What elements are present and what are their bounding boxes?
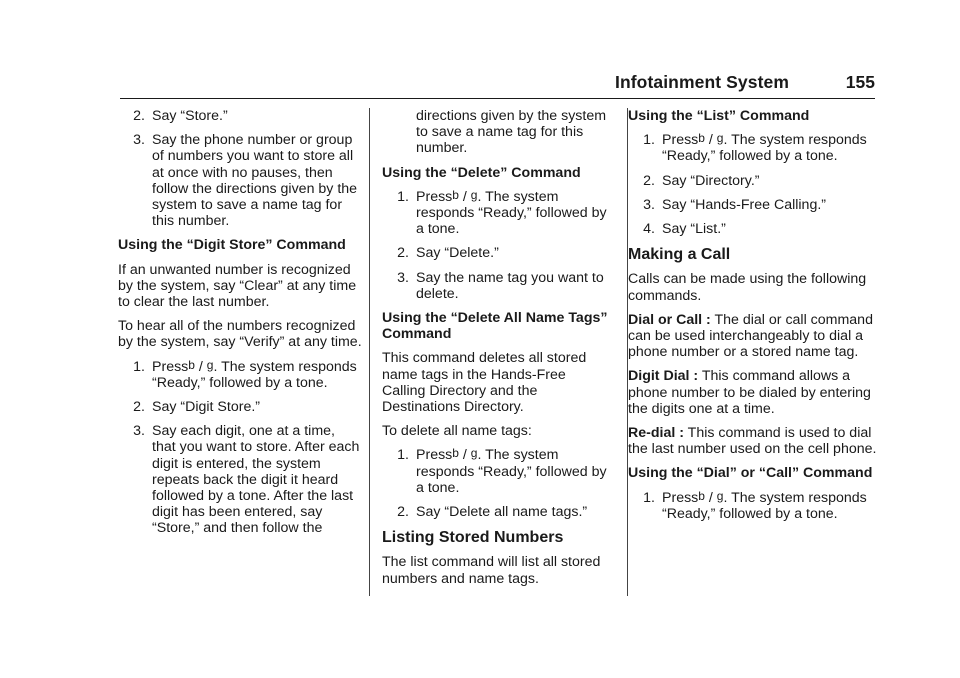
step-number: 4. [643, 221, 655, 238]
step-text [662, 132, 878, 164]
icon-separator: / [704, 489, 717, 506]
paragraph: To delete all name tags: [382, 423, 532, 440]
step-text-after: . The system responds “Ready,” followed by a tone. [662, 132, 867, 165]
list-item [628, 490, 878, 522]
talk-icon: b [452, 446, 459, 461]
press-label: Press [416, 447, 453, 464]
step-text: Say “Directory.” [662, 172, 760, 189]
phone-icon: g [470, 187, 478, 202]
step-number: 2. [133, 108, 145, 124]
step-number: 2. [133, 399, 145, 416]
press-label: Press [662, 132, 699, 149]
step-text: Say “Delete all name tags.” [416, 504, 588, 521]
phone-icon: g [716, 131, 724, 146]
dial-call-text: The dial or call command can be used interchangeably to dial a phone number or a stored name tag. [628, 311, 873, 361]
list-item [382, 189, 608, 238]
step-text [416, 189, 608, 238]
step-text [152, 359, 362, 391]
step-text: Say “Store.” [152, 108, 228, 124]
header-rule [120, 98, 875, 99]
list-item [382, 270, 608, 302]
step-text: Say “List.” [662, 221, 726, 238]
phone-icon: g [716, 488, 724, 503]
talk-icon: b [452, 187, 459, 202]
talk-icon: b [698, 131, 705, 146]
paragraph [628, 425, 878, 457]
step-number: 1. [133, 358, 145, 375]
phone-icon: g [470, 446, 478, 461]
redial-label: Re-dial : [628, 425, 684, 442]
paragraph: Calls can be made using the following commands. [628, 271, 867, 304]
dial-or-call-heading: Using the “Dial” or “Call” Command [628, 465, 873, 482]
step-number: 3. [133, 132, 145, 149]
dial-call-label: Dial or Call : [628, 311, 711, 328]
column-1 [118, 108, 362, 545]
paragraph [628, 368, 878, 417]
list-item [628, 221, 878, 237]
step-number [382, 108, 416, 157]
step-number: 1. [397, 188, 409, 205]
phone-icon: g [206, 357, 214, 372]
step-number: 1. [643, 132, 655, 149]
delete-all-heading: Using the “Delete All Name Tags” Command [382, 310, 608, 343]
step-text-after: . The system responds “Ready,” followed by a tone. [662, 489, 867, 522]
paragraph: This command deletes all stored name tags in the Hands-Free Calling Directory and the Destinations Directory. [382, 350, 587, 416]
list-item [118, 359, 362, 391]
redial-text: This command is used to dial the last number used on the cell phone. [628, 425, 877, 458]
paragraph: To hear all of the numbers recognized by the system, say “Verify” at any time. [118, 318, 362, 351]
list-item [382, 447, 608, 496]
step-text: Say “Hands-Free Calling.” [662, 196, 827, 213]
step-number: 1. [643, 489, 655, 506]
list-item [118, 132, 362, 229]
digit-dial-label: Digit Dial : [628, 368, 699, 385]
icon-separator: / [704, 132, 717, 149]
step-number: 1. [397, 447, 409, 464]
column-3 [628, 108, 878, 530]
listing-stored-numbers-heading: Listing Stored Numbers [382, 529, 564, 547]
section-title: Infotainment System [614, 72, 789, 92]
step-number: 2. [397, 504, 409, 521]
paragraph [628, 312, 878, 361]
step-text: directions given by the system to save a name tag for this number. [416, 108, 607, 157]
paragraph: The list command will list all stored numbers and name tags. [382, 554, 601, 587]
delete-heading: Using the “Delete” Command [382, 164, 581, 181]
list-item [628, 197, 878, 213]
list-command-heading: Using the “List” Command [628, 108, 810, 124]
press-label: Press [662, 489, 699, 506]
making-a-call-heading: Making a Call [628, 246, 731, 264]
step-number: 3. [643, 196, 655, 213]
press-label: Press [152, 358, 189, 375]
step-text-after: . The system responds “Ready,” followed by a tone. [152, 358, 357, 391]
paragraph: If an unwanted number is recognized by the system, say “Clear” at any time to clear the last number. [118, 261, 357, 311]
column-2 [382, 108, 608, 595]
step-text: Say “Delete.” [416, 245, 499, 262]
step-number: 2. [643, 172, 655, 189]
digit-dial-text: This command allows a phone number to be dialed by entering the digits one at a time. [628, 368, 871, 417]
icon-separator: / [458, 447, 471, 464]
talk-icon: b [698, 488, 705, 503]
icon-separator: / [458, 188, 471, 205]
list-item [118, 108, 362, 124]
step-text-after: . The system responds “Ready,” followed by a tone. [416, 188, 607, 238]
icon-separator: / [194, 358, 207, 375]
list-item [382, 108, 608, 157]
list-item [628, 132, 878, 164]
step-text: Say “Digit Store.” [152, 399, 261, 416]
step-number: 3. [133, 423, 145, 440]
step-number: 3. [397, 269, 409, 286]
step-text: Say the phone number or group of numbers you want to store all at once with no pauses, then follow the directions given by the system to save a name tag for this number. [152, 132, 358, 230]
step-text [662, 490, 878, 522]
step-text-after: . The system responds “Ready,” followed by a tone. [416, 447, 607, 496]
list-item [118, 423, 362, 536]
digit-store-heading: Using the “Digit Store” Command [118, 237, 346, 254]
list-item [118, 399, 362, 415]
list-item [382, 504, 608, 520]
list-item [628, 173, 878, 189]
step-text: Say the name tag you want to delete. [416, 269, 604, 302]
list-item [382, 245, 608, 261]
press-label: Press [416, 188, 453, 205]
step-text [416, 447, 608, 496]
step-text: Say each digit, one at a time, that you want to store. After each digit is entered, the system repeats back the digit it heard followed by a tone. After the last digit has been entered, say “Store,” and then follow the [152, 423, 360, 537]
column-divider-1 [369, 108, 370, 596]
page-number: 155 [845, 72, 875, 92]
page-header [0, 72, 875, 96]
talk-icon: b [188, 357, 195, 372]
step-number: 2. [397, 245, 409, 262]
